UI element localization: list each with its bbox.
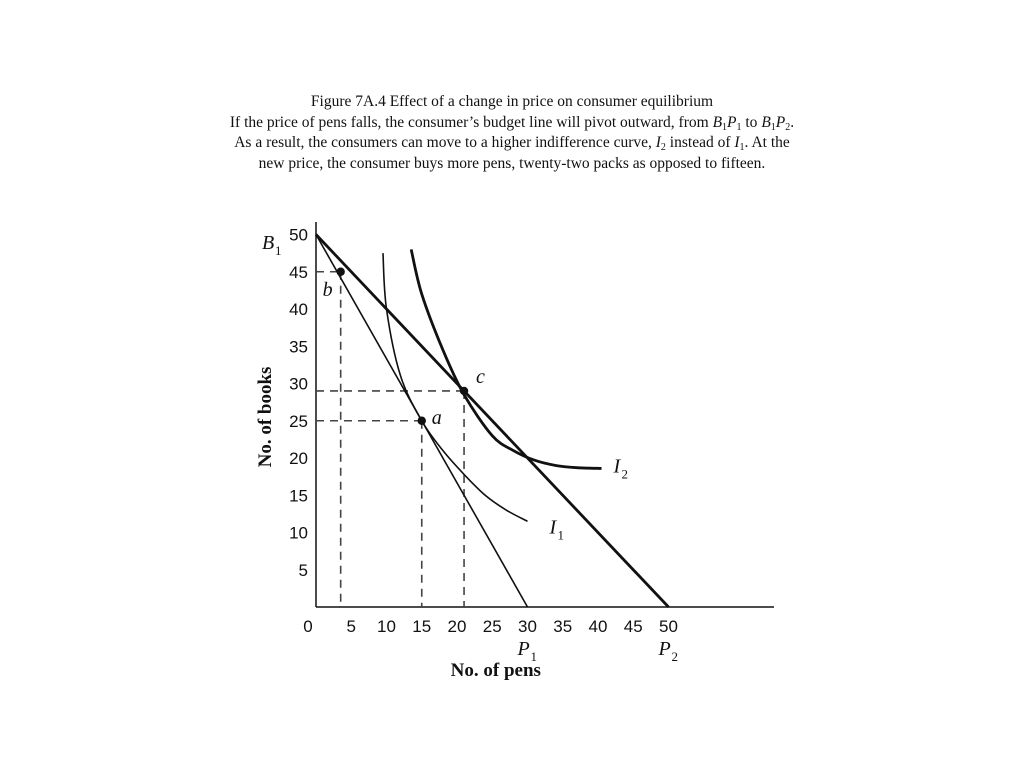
caption-sym-b: B: [761, 113, 771, 131]
x-tick-label: 25: [482, 617, 502, 636]
budget-line-B1P2: [316, 235, 669, 608]
caption-line-3-pre: As a result, the consumers can move to a higher indifference curve,: [234, 134, 656, 151]
point-label-a: a: [431, 406, 442, 429]
x-tick-label: 0: [303, 617, 313, 636]
y-axis-title: No. of books: [255, 366, 276, 468]
label-i1: I: [549, 516, 557, 539]
label-p2-sub: 2: [671, 649, 678, 664]
caption-title: Figure 7A.4 Effect of a change in price on consumer equilibrium: [310, 93, 714, 110]
caption-sub: 2: [660, 142, 666, 153]
point-b: [336, 268, 344, 276]
chart-labels: [262, 232, 678, 664]
y-tick-label: 10: [289, 523, 308, 543]
label-p1-sub: 1: [530, 649, 537, 664]
dashed-guides: [316, 272, 464, 607]
x-tick-label: 40: [588, 617, 608, 636]
label-i1-sub: 1: [557, 527, 564, 543]
caption-sym-p: P: [727, 113, 737, 131]
label-b1: B: [262, 232, 275, 254]
caption-line-2-end: .: [790, 113, 795, 131]
point-markers: [336, 268, 468, 425]
label-b1-sub: 1: [275, 243, 282, 258]
caption-line-3-end: . At the: [744, 134, 790, 151]
x-tick-label: 35: [553, 617, 573, 636]
x-tick-label: 50: [659, 617, 678, 636]
caption-sub: 2: [785, 121, 791, 133]
y-tick-label: 30: [289, 374, 308, 394]
caption-sym-i: I: [655, 134, 661, 151]
label-p2: P: [658, 638, 671, 660]
x-axis-title: No. of pens: [450, 660, 541, 681]
caption-sub: 1: [739, 142, 745, 153]
y-tick-label: 50: [289, 225, 308, 245]
caption-sym-p: P: [775, 113, 786, 131]
caption-line-3-mid: instead of: [665, 134, 735, 151]
caption-sub: 1: [722, 121, 728, 133]
label-p1: P: [517, 638, 530, 660]
y-tick-label: 40: [289, 300, 308, 319]
caption-sub: 1: [770, 121, 776, 133]
point-a: [418, 417, 426, 425]
x-tick-label: 15: [412, 617, 432, 636]
x-tick-label: 5: [346, 617, 356, 636]
x-tick-label: 45: [623, 617, 643, 636]
y-tick-label: 15: [289, 486, 308, 506]
caption-sym-b: B: [712, 113, 723, 131]
x-tick-label: 20: [447, 617, 467, 636]
y-tick-label: 20: [289, 449, 308, 468]
point-c: [460, 387, 468, 395]
caption-line-4: new price, the consumer buys more pens, twenty-two packs as opposed to fifteen.: [258, 154, 766, 172]
point-label-b: b: [322, 278, 333, 301]
curves: [316, 235, 669, 608]
y-tick-label: 5: [298, 560, 308, 580]
caption-line-2-mid: to: [741, 113, 762, 131]
caption-sub: 1: [736, 121, 742, 133]
label-i2: I: [613, 455, 621, 478]
y-tick-label: 35: [289, 337, 308, 357]
caption-line-2-pre: If the price of pens falls, the consumer’s budget line will pivot outward, from: [229, 113, 713, 131]
caption-sym-i: I: [734, 134, 740, 151]
y-tick-label: 45: [289, 262, 308, 282]
x-tick-label: 10: [377, 617, 396, 636]
point-label-c: c: [476, 365, 485, 388]
y-tick-label: 25: [289, 411, 308, 431]
x-tick-label: 30: [518, 617, 537, 636]
label-i2-sub: 2: [621, 466, 629, 482]
